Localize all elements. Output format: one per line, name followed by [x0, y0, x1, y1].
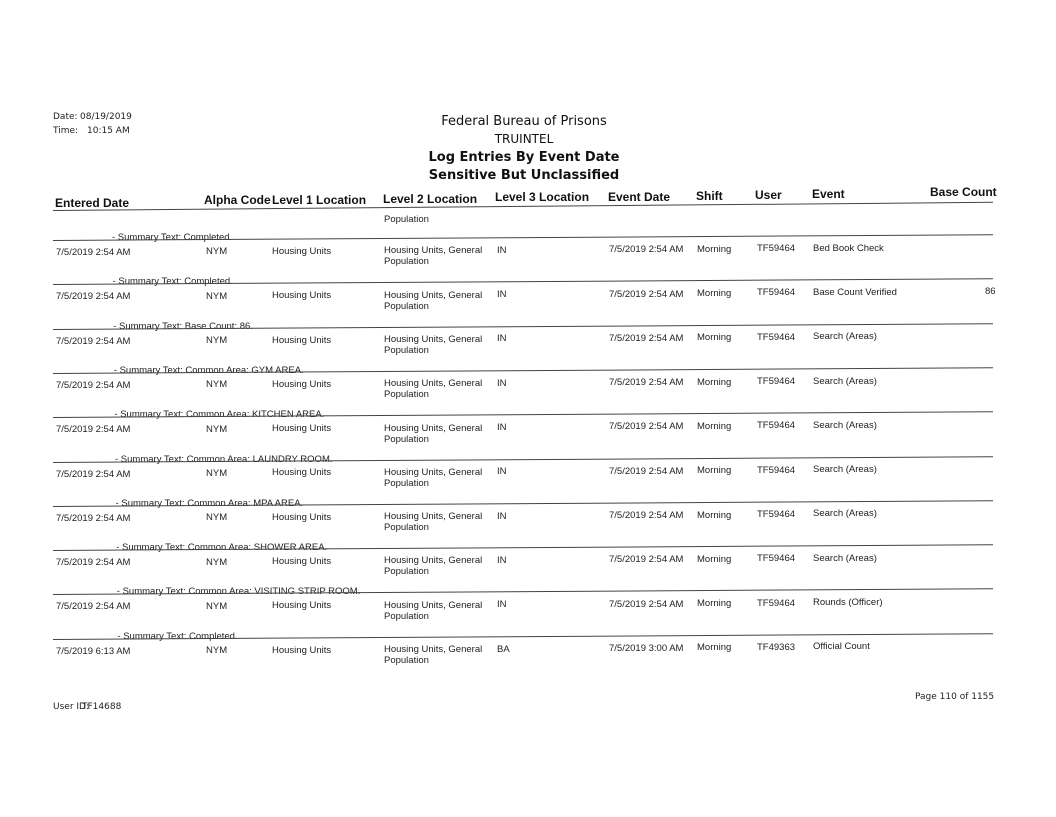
report-system: TRUINTEL — [494, 132, 554, 146]
user-id-label: User ID: — [53, 702, 89, 712]
cell-level2: Housing Units, General Population — [384, 555, 483, 578]
cell-base-count: 86 — [985, 286, 996, 298]
cell-alpha-code: NYM — [206, 467, 228, 479]
cell-level2: Housing Units, General Population — [384, 245, 483, 268]
cell-event-date: 7/5/2019 2:54 AM — [609, 554, 684, 566]
cell-level2: Housing Units, General Population — [384, 289, 483, 312]
cell-level1: Housing Units — [272, 600, 332, 612]
cell-level1: Housing Units — [272, 644, 332, 656]
cell-entered-date: 7/5/2019 2:54 AM — [56, 601, 131, 613]
cell-level1: Housing Units — [272, 334, 332, 346]
cell-level2: Housing Units, General Population — [384, 333, 483, 356]
cell-event: Bed Book Check — [813, 242, 884, 254]
summary-text: - Summary Text: Common Area: GYM AREA. — [113, 364, 304, 376]
cell-shift: Morning — [697, 243, 732, 255]
cell-shift: Morning — [697, 288, 732, 299]
col-shift: Shift — [696, 189, 723, 203]
cell-level2: Housing Units, General Population — [384, 511, 483, 534]
cell-shift: Morning — [697, 465, 732, 477]
cell-shift: Morning — [697, 376, 732, 388]
cell-level2: Housing Units, General Population — [384, 599, 483, 622]
cell-entered-date: 7/5/2019 2:54 AM — [56, 335, 131, 347]
cell-level1: Housing Units — [272, 511, 332, 523]
report-title: Log Entries By Event Date — [428, 150, 620, 165]
cell-user: TF59464 — [757, 287, 796, 299]
cell-level1: Housing Units — [272, 245, 332, 257]
summary-text: - Summary Text: Common Area: SHOWER AREA. — [116, 542, 328, 554]
cell-event: Search (Areas) — [813, 375, 877, 387]
cell-shift: Morning — [697, 509, 732, 521]
cell-level2: Housing Units, General Population — [384, 466, 483, 489]
cell-user: TF59464 — [757, 376, 796, 388]
cell-shift: Morning — [697, 553, 732, 565]
cell-user: TF59464 — [757, 508, 796, 520]
cell-event: Search (Areas) — [813, 331, 877, 343]
col-level1: Level 1 Location — [272, 193, 367, 207]
page-number: Page 110 of 1155 — [915, 692, 995, 702]
cell-level3: IN — [497, 289, 507, 301]
cell-level1: Housing Units — [272, 290, 332, 302]
cell-user: TF59464 — [757, 597, 796, 609]
cell-event: Base Count Verified — [813, 286, 897, 298]
cell-level1: Housing Units — [272, 467, 332, 479]
col-alpha-code: Alpha Code — [204, 193, 271, 207]
cell-alpha-code: NYM — [206, 556, 228, 568]
cell-user: TF59464 — [757, 331, 796, 343]
cell-event: Search (Areas) — [813, 508, 877, 520]
cell-entered-date: 7/5/2019 2:54 AM — [56, 557, 131, 569]
cell-level3: IN — [497, 466, 507, 478]
cell-entered-date: 7/5/2019 2:54 AM — [56, 424, 131, 436]
col-level3: Level 3 Location — [495, 190, 590, 204]
summary-text: - Summary Text: Common Area: KITCHEN AREA. — [114, 409, 325, 421]
report-classification: Sensitive But Unclassified — [428, 168, 620, 183]
col-event-date: Event Date — [608, 190, 671, 204]
cell-event-date: 7/5/2019 2:54 AM — [609, 332, 684, 344]
cell-event: Search (Areas) — [813, 464, 877, 476]
cell-level3: BA — [497, 643, 510, 655]
cell-event: Rounds (Officer) — [813, 597, 883, 608]
col-level2: Level 2 Location — [383, 192, 478, 206]
cell-user: TF59464 — [757, 553, 796, 565]
cell-alpha-code: NYM — [206, 645, 228, 657]
cell-event-date: 7/5/2019 3:00 AM — [609, 642, 684, 654]
cell-level3: IN — [497, 377, 507, 389]
cell-event: Search (Areas) — [813, 552, 877, 564]
cell-event-date: 7/5/2019 2:54 AM — [609, 244, 684, 256]
cell-alpha-code: NYM — [206, 600, 228, 612]
cell-entered-date: 7/5/2019 2:54 AM — [56, 247, 131, 258]
col-event: Event — [812, 187, 845, 201]
date-label: Date: — [53, 112, 78, 122]
carryover-text: Population — [384, 214, 429, 225]
cell-alpha-code: NYM — [206, 423, 228, 435]
cell-user: TF59464 — [757, 420, 796, 432]
cell-shift: Morning — [697, 642, 732, 654]
cell-level3: IN — [497, 422, 507, 433]
cell-level3: IN — [497, 333, 507, 345]
cell-level2: Housing Units, General Population — [384, 644, 483, 667]
cell-level3: IN — [497, 510, 507, 522]
cell-entered-date: 7/5/2019 2:54 AM — [56, 379, 131, 391]
cell-level2: Housing Units, General Population — [384, 422, 483, 445]
cell-alpha-code: NYM — [206, 379, 228, 391]
cell-event-date: 7/5/2019 2:54 AM — [609, 465, 684, 477]
date-value: 08/19/2019 — [80, 112, 132, 122]
summary-text: - Summary Text: Completed. — [112, 276, 233, 288]
summary-text: - Summary Text: Common Area: VISITING STRIP ROOM. — [116, 586, 361, 598]
col-base-count: Base Count — [930, 185, 997, 199]
cell-event: Official Count — [813, 641, 870, 653]
cell-entered-date: 7/5/2019 6:13 AM — [56, 645, 131, 657]
time-label: Time: — [53, 126, 79, 136]
col-user: User — [755, 188, 782, 202]
cell-event: Search (Areas) — [813, 419, 877, 431]
cell-event-date: 7/5/2019 2:54 AM — [609, 288, 684, 300]
cell-alpha-code: NYM — [206, 512, 228, 524]
time-value: 10:15 AM — [87, 126, 130, 136]
cell-level1: Housing Units — [272, 423, 332, 435]
cell-event-date: 7/5/2019 2:54 AM — [609, 598, 684, 610]
summary-text: - Summary Text: Common Area: MPA AREA. — [115, 497, 304, 509]
cell-entered-date: 7/5/2019 2:54 AM — [56, 468, 131, 480]
summary-text: - Summary Text: Common Area: LAUNDRY ROOM. — [115, 453, 333, 465]
cell-alpha-code: NYM — [206, 246, 228, 258]
cell-level3: IN — [497, 244, 507, 256]
cell-shift: Morning — [697, 332, 732, 344]
summary-text: - Summary Text: Completed. — [112, 232, 233, 243]
report-org: Federal Bureau of Prisons — [441, 114, 607, 129]
cell-user: TF59464 — [757, 243, 796, 255]
cell-user: TF59464 — [757, 464, 796, 476]
cell-event-date: 7/5/2019 2:54 AM — [609, 510, 684, 522]
cell-level1: Housing Units — [272, 378, 332, 390]
cell-level3: IN — [497, 554, 507, 566]
cell-event-date: 7/5/2019 2:54 AM — [609, 421, 684, 433]
cell-level1: Housing Units — [272, 556, 332, 567]
cell-alpha-code: NYM — [206, 335, 228, 347]
col-entered-date: Entered Date — [55, 196, 130, 210]
user-id-value: TF14688 — [82, 702, 122, 712]
cell-alpha-code: NYM — [206, 290, 228, 302]
cell-entered-date: 7/5/2019 2:54 AM — [56, 291, 131, 303]
summary-text: - Summary Text: Completed. — [117, 630, 238, 642]
summary-text: - Summary Text: Base Count: 86. — [113, 320, 253, 332]
cell-user: TF49363 — [757, 641, 796, 653]
cell-event-date: 7/5/2019 2:54 AM — [609, 377, 684, 389]
cell-level2: Housing Units, General Population — [384, 378, 483, 401]
cell-shift: Morning — [697, 420, 732, 432]
cell-level3: IN — [497, 599, 507, 611]
cell-shift: Morning — [697, 598, 732, 610]
cell-entered-date: 7/5/2019 2:54 AM — [56, 512, 131, 524]
